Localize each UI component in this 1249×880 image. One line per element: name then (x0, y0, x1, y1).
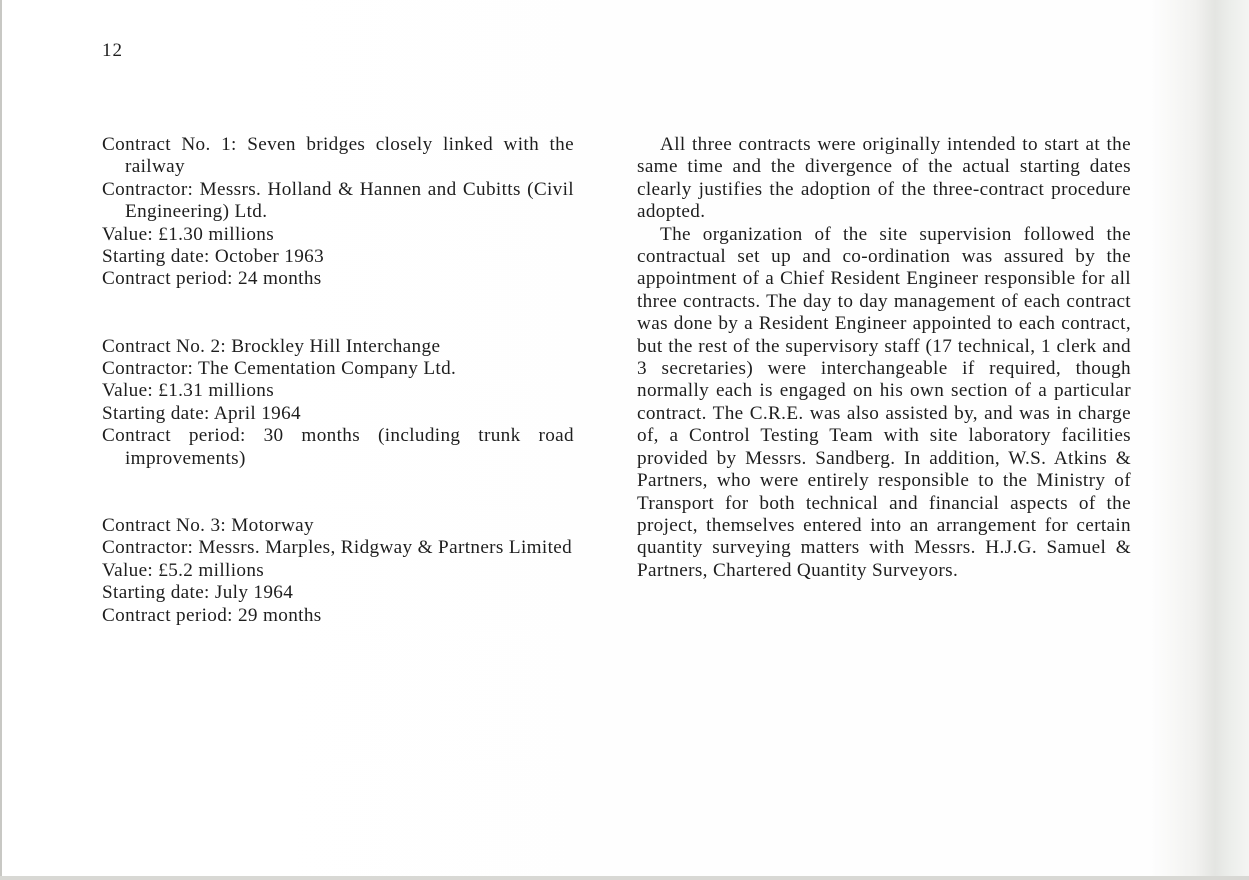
contract-title: Contract No. 3: Motorway (102, 514, 314, 536)
contracts-column (102, 134, 574, 672)
contract-title: Contract No. 1: Seven bridges closely linked with the railway (102, 134, 574, 178)
page-left-edge (0, 0, 2, 880)
page-bottom-edge (0, 876, 1249, 880)
contract-value: Value: £5.2 millions (102, 559, 265, 581)
contract-period: Contract period: 24 months (102, 268, 322, 290)
contract-title: Contract No. 2: Brockley Hill Interchange (102, 335, 441, 357)
starting-date: Starting date: April 1964 (102, 402, 302, 424)
contract-block-1 (102, 134, 574, 291)
body-text-column (637, 134, 1131, 582)
contract-value: Value: £1.31 millions (102, 380, 275, 402)
starting-date: Starting date: October 1963 (102, 246, 325, 268)
paragraph-site-supervision: The organization of the site supervision followed the contractual set up and co-ordination was assured by the appointment of a Chief Resident Engineer responsible for all three contracts. The day to day management of each contract was done by a Resident Engineer appointed to each contract, but the rest of the supervisory staff (17 technical, 1 clerk and 3 secretaries) were interchangeable if required, though normally each is engaged on his own section of a particular contract. The C.R.E. was also assisted by, and was in charge of, a Control Testing Team with site laboratory facilities provided by Messrs. Sandberg. In addition, W.S. Atkins & Partners, who were entirely responsible to the Ministry of Transport for both technical and financial aspects of the project, themselves entered into an arrangement for certain quantity surveying matters with Messrs. H.J.G. Samuel & Partners, Chartered Quantity Surveyors. (637, 223, 1131, 581)
page-number: 12 (102, 40, 123, 61)
starting-date: Starting date: July 1964 (102, 582, 294, 604)
contract-period: Contract period: 30 months (including trunk road improvements) (102, 425, 574, 469)
contractor: Contractor: Messrs. Holland & Hannen and Cubitts (Civil Engineering) Ltd. (102, 178, 574, 223)
paragraph-contracts-timing: All three contracts were originally intended to start at the same time and the divergence of the actual starting dates clearly justifies the adoption of the three-contract procedure adopted. (637, 134, 1131, 223)
contract-value: Value: £1.30 millions (102, 223, 275, 245)
contract-period: Contract period: 29 months (102, 604, 322, 626)
contractor: Contractor: The Cementation Company Ltd. (102, 358, 457, 380)
contract-block-2 (102, 336, 574, 470)
contractor: Contractor: Messrs. Marples, Ridgway & Partners Limited (102, 537, 573, 559)
contract-block-3 (102, 515, 574, 627)
